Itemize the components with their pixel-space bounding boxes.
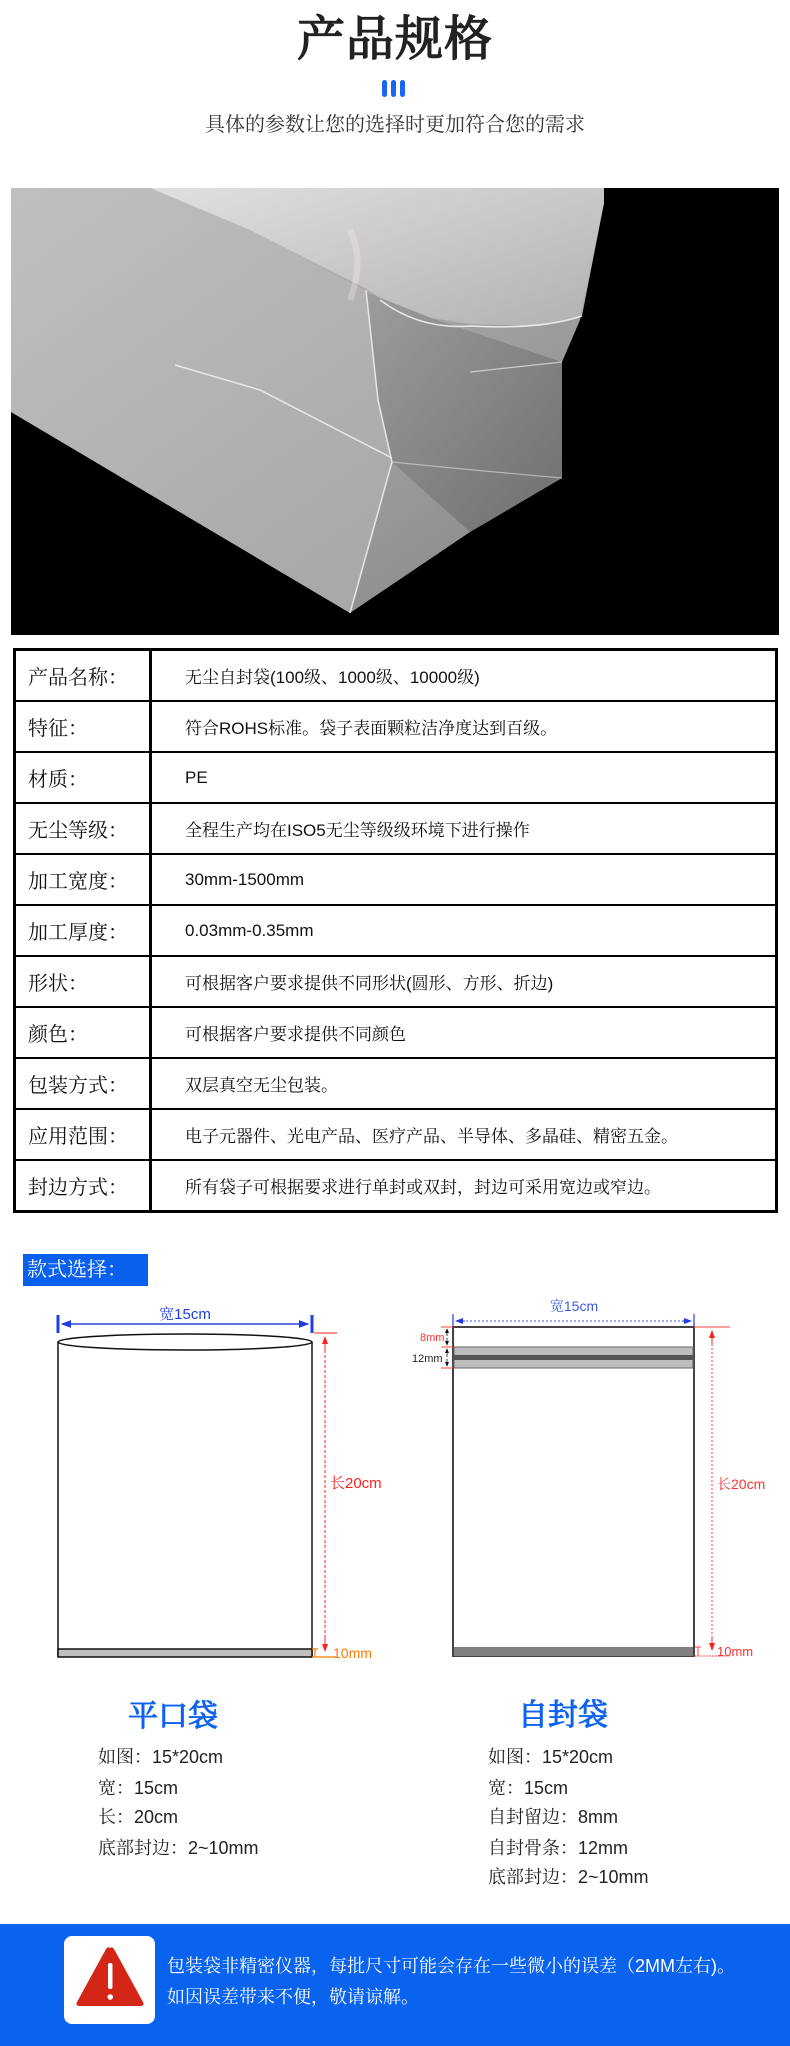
spec-label: 产品名称： — [16, 651, 152, 700]
spec-value: 双层真空无尘包装。 — [185, 1076, 338, 1095]
spec-value: PE — [185, 767, 208, 787]
variant-detail: 底部封边：2~10mm — [488, 1867, 649, 1887]
table-row — [16, 906, 775, 957]
zip-bag-diagram — [412, 1298, 765, 1659]
variant-name-flat-bag: 平口袋 — [128, 1700, 218, 1733]
warning-triangle-icon — [64, 1936, 155, 2024]
notice-line: 包装袋非精密仪器，每批尺寸可能会存在一些微小的误差（2MM左右)。 — [167, 1956, 735, 1976]
spec-value: 可根据客户要求提供不同颜色 — [185, 1025, 406, 1044]
zip-bag-length-label: 长20cm — [717, 1476, 766, 1492]
flat-bag-bottom-seal-label: 10mm — [333, 1645, 372, 1661]
spec-table — [13, 648, 778, 1213]
variant-detail: 自封骨条：12mm — [488, 1838, 629, 1858]
flat-bag-width-label: 宽15cm — [159, 1306, 211, 1323]
accent-bar — [391, 80, 396, 97]
table-row — [16, 1110, 775, 1161]
zip-bag-width-label: 宽15cm — [549, 1298, 599, 1314]
spec-label: 包装方式： — [16, 1059, 152, 1108]
table-row — [16, 651, 775, 702]
table-row — [16, 957, 775, 1008]
zip-strip-label: 12mm — [412, 1353, 443, 1365]
spec-label: 加工厚度： — [16, 906, 152, 955]
spec-value: 全程生产均在ISO5无尘等级级环境下进行操作 — [185, 821, 530, 840]
spec-label: 材质： — [16, 753, 152, 802]
spec-value: 30mm-1500mm — [185, 869, 305, 889]
accent-bar — [382, 80, 387, 97]
flat-bag-diagram — [58, 1306, 382, 1661]
spec-label: 应用范围： — [16, 1110, 152, 1159]
variant-detail: 如图：15*20cm — [488, 1747, 614, 1767]
spec-value: 电子元器件、光电产品、医疗产品、半导体、多晶硅、精密五金。 — [185, 1127, 678, 1146]
title-accent-bars — [382, 80, 412, 97]
zip-top-margin-label: 8mm — [420, 1332, 445, 1344]
flat-bag-length-label: 长20cm — [330, 1475, 382, 1492]
variant-name-zip-bag: 自封袋 — [518, 1699, 608, 1732]
table-row — [16, 753, 775, 804]
table-row — [16, 1008, 775, 1059]
table-row — [16, 702, 775, 753]
zip-bag-bottom-seal-label: 10mm — [717, 1644, 754, 1659]
table-row — [16, 804, 775, 855]
notice-line: 如因误差带来不便，敬请谅解。 — [167, 1987, 419, 2007]
spec-label: 封边方式： — [16, 1161, 152, 1210]
table-row — [16, 1059, 775, 1110]
table-row — [16, 1161, 775, 1210]
variant-detail: 如图：15*20cm — [98, 1747, 224, 1767]
style-selection-label: 款式选择： — [23, 1254, 148, 1286]
spec-label: 形状： — [16, 957, 152, 1006]
table-row — [16, 855, 775, 906]
spec-value: 无尘自封袋(100级、1000级、10000级) — [185, 668, 480, 687]
variant-detail: 底部封边：2~10mm — [98, 1838, 259, 1858]
spec-label: 加工宽度： — [16, 855, 152, 904]
spec-value: 所有袋子可根据要求进行单封或双封，封边可采用宽边或窄边。 — [185, 1178, 661, 1197]
spec-value: 可根据客户要求提供不同形状(圆形、方形、折边) — [185, 974, 554, 993]
page-title: 产品规格 — [296, 13, 493, 66]
spec-label: 无尘等级： — [16, 804, 152, 853]
page-subtitle: 具体的参数让您的选择时更加符合您的需求 — [205, 114, 585, 136]
spec-value: 0.03mm-0.35mm — [185, 920, 314, 940]
variant-detail: 宽：15cm — [488, 1778, 569, 1798]
spec-value: 符合ROHS标准。袋子表面颗粒洁净度达到百级。 — [185, 719, 558, 738]
variant-detail: 自封留边：8mm — [488, 1807, 618, 1827]
product-photo — [11, 188, 779, 635]
variant-detail: 长：20cm — [98, 1807, 179, 1827]
variant-detail: 宽：15cm — [98, 1778, 179, 1798]
transparent-bag-image — [11, 188, 779, 635]
accent-bar — [400, 80, 405, 97]
notice-icon-box — [64, 1936, 155, 2024]
spec-label: 特征： — [16, 702, 152, 751]
spec-label: 颜色： — [16, 1008, 152, 1057]
